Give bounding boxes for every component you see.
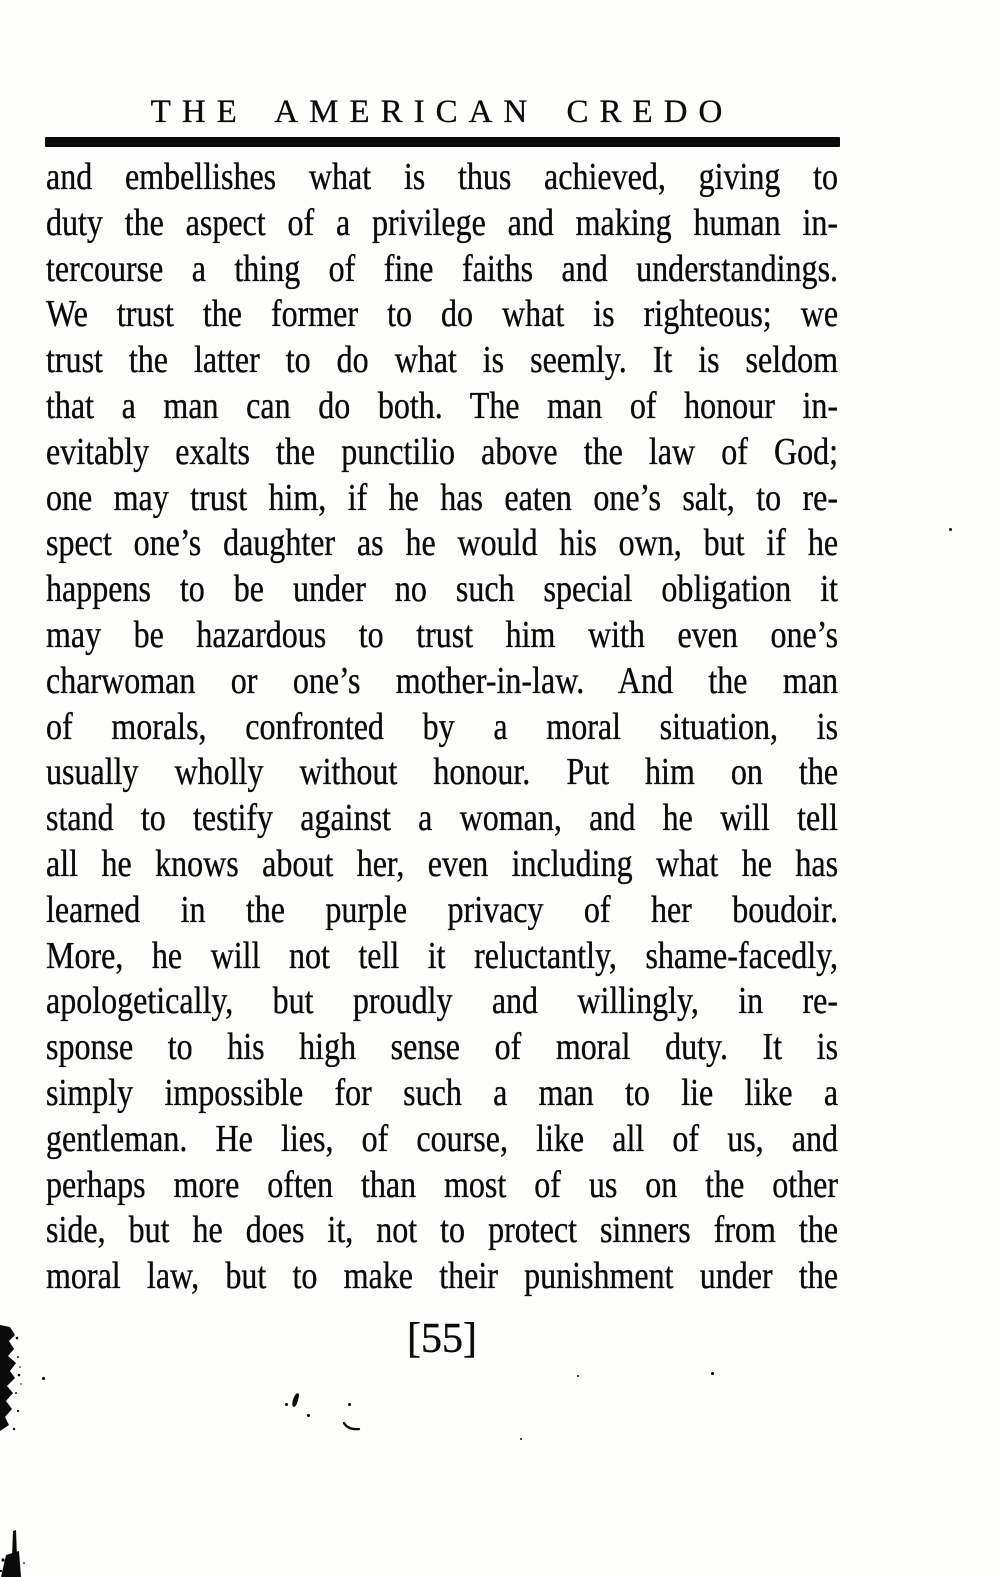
text-line: usually wholly without honour. Put him on the	[46, 751, 839, 794]
text-line: of morals, confronted by a moral situation, is	[46, 705, 839, 748]
dust-speck	[307, 1414, 310, 1417]
ink-fleck	[291, 1393, 299, 1408]
ink-dash-fleck	[343, 1422, 361, 1432]
text-line: may be hazardous to trust him with even one’s	[46, 613, 839, 656]
text-line: stand to testify against a woman, and he will tell	[46, 797, 839, 840]
ink-smudge-left-margin	[0, 1323, 24, 1435]
page-number: [55]	[407, 1316, 477, 1362]
text-line: simply impossible for such a man to lie like a	[46, 1071, 839, 1114]
text-line: More, he will not tell it reluctantly, shame-facedly,	[46, 934, 839, 977]
dust-speck	[42, 1377, 45, 1380]
text-line: charwoman or one’s mother-in-law. And the man	[46, 659, 839, 702]
dust-speck	[577, 1375, 579, 1377]
text-line: We trust the former to do what is righteous; we	[46, 293, 839, 336]
text-line: one may trust him, if he has eaten one’s salt, to re-	[46, 476, 839, 519]
dust-speck	[348, 1403, 351, 1406]
text-line: gentleman. He lies, of course, like all of us, and	[46, 1117, 839, 1160]
text-line: tercourse a thing of fine faiths and understandings.	[46, 247, 839, 290]
body-text	[46, 155, 838, 1300]
dust-speck	[949, 528, 952, 531]
ink-blot-bottom-left-corner	[0, 1505, 60, 1577]
text-line: sponse to his high sense of moral duty. It is	[46, 1026, 839, 1069]
running-header-title: THE AMERICAN CREDO	[150, 94, 734, 130]
dust-speck	[711, 1372, 714, 1375]
header-rule	[45, 137, 840, 147]
dust-speck	[520, 1438, 522, 1440]
text-line: learned in the purple privacy of her boudoir.	[46, 888, 839, 931]
text-line: moral law, but to make their punishment under the	[46, 1255, 839, 1298]
text-line: all he knows about her, even including what he has	[46, 842, 839, 885]
text-line: and embellishes what is thus achieved, giving to	[46, 156, 839, 198]
text-line: trust the latter to do what is seemly. It is seldom	[46, 339, 839, 382]
text-line: happens to be under no such special obligation it	[46, 568, 839, 611]
text-line: spect one’s daughter as he would his own, but if he	[46, 522, 839, 565]
dust-speck	[285, 1403, 288, 1406]
text-line: apologetically, but proudly and willingly, in re-	[46, 980, 839, 1023]
text-line: duty the aspect of a privilege and making human in-	[46, 201, 839, 244]
text-line: evitably exalts the punctilio above the law of God;	[46, 430, 839, 473]
text-line: side, but he does it, not to protect sinners from the	[46, 1209, 839, 1252]
text-line: that a man can do both. The man of honour in-	[46, 384, 839, 427]
text-line: perhaps more often than most of us on the other	[46, 1163, 839, 1206]
